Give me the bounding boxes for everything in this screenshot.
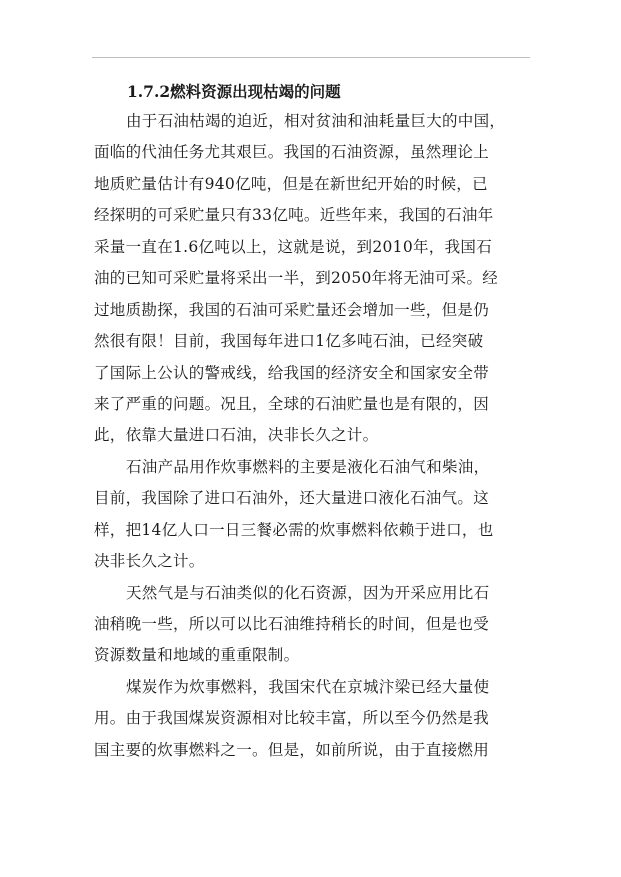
paragraph-line: 了国际上公认的警戒线，给我国的经济安全和国家安全带 — [94, 363, 490, 382]
paragraph-natural-gas — [94, 578, 534, 672]
paragraph-line: 来了严重的问题。况且，全球的石油贮量也是有限的，因 — [94, 394, 490, 413]
paragraph-line: 资源数量和地域的重重限制。 — [94, 646, 300, 665]
paragraph-line: 样，把14亿人口一日三餐必需的炊事燃料依赖于进口，也 — [94, 520, 494, 539]
paragraph-line: 决非长久之计。 — [94, 552, 205, 571]
paragraph-line: 用。由于我国煤炭资源相对比较丰富，所以至今仍然是我 — [94, 709, 490, 728]
paragraph-line: 过地质勘探，我国的石油可采贮量还会增加一些，但是仍 — [94, 300, 490, 319]
paragraph-petroleum-products — [94, 452, 534, 578]
paragraph-line: 煤炭作为炊事燃料，我国宋代在京城汴梁已经大量使 — [126, 677, 490, 696]
paragraph-coal — [94, 672, 534, 766]
paragraph-line: 面临的代油任务尤其艰巨。我国的石油资源，虽然理论上 — [94, 143, 490, 162]
paragraph-oil-depletion — [94, 106, 534, 452]
paragraph-line: 油的已知可采贮量将采出一半，到2050年将无油可采。经 — [94, 269, 499, 288]
paragraph-line: 此，依靠大量进口石油，决非长久之计。 — [94, 426, 379, 445]
paragraph-line: 然很有限！目前，我国每年进口1亿多吨石油，已经突破 — [94, 332, 484, 351]
header-rule — [92, 57, 530, 58]
paragraph-line: 天然气是与石油类似的化石资源，因为开采应用比石 — [126, 583, 490, 602]
paragraph-line: 油稍晚一些，所以可以比石油维持稍长的时间，但是也受 — [94, 615, 490, 633]
paragraph-line: 地质贮量估计有940亿吨，但是在新世纪开始的时候，已 — [94, 174, 488, 193]
paragraph-line: 采量一直在1.6亿吨以上，这就是说，到2010年，我国石 — [94, 237, 492, 256]
paragraph-line: 目前，我国除了进口石油外，还大量进口液化石油气。这 — [94, 489, 490, 508]
paragraph-line: 国主要的炊事燃料之一。但是，如前所说，由于直接燃用 — [94, 740, 490, 759]
paragraph-line: 由于石油枯竭的迫近，相对贫油和油耗量巨大的中国， — [126, 112, 506, 130]
section-heading: 1.7.2燃料资源出现枯竭的问题 — [127, 82, 341, 101]
paragraph-line: 石油产品用作炊事燃料的主要是液化石油气和柴油， — [126, 457, 490, 476]
paragraph-line: 经探明的可采贮量只有33亿吨。近些年来，我国的石油年 — [94, 206, 494, 225]
document-body — [94, 78, 534, 766]
